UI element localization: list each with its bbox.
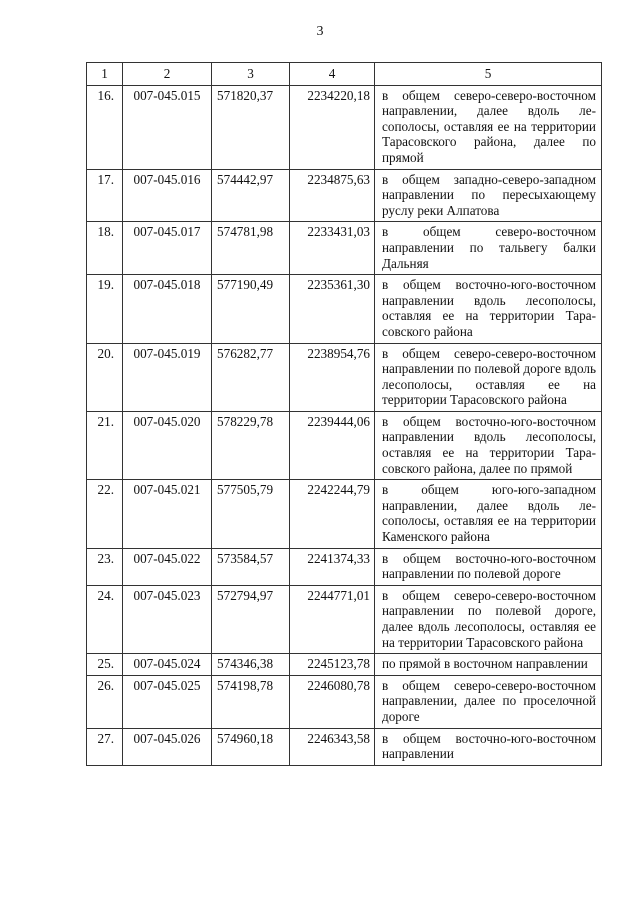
row-number-cell: 22.	[87, 480, 123, 548]
x-coordinate-cell: 576282,77	[212, 343, 290, 411]
boundary-points-table	[86, 62, 602, 766]
boundary-description-cell: в общем восточно-юго-восточном направлении	[375, 728, 602, 765]
row-number-cell: 20.	[87, 343, 123, 411]
y-coordinate-cell: 2244771,01	[290, 585, 375, 653]
boundary-description-cell: в общем северо-северо-восточном направлении, далее по проселочной дороге	[375, 675, 602, 728]
y-coordinate-cell: 2234875,63	[290, 169, 375, 222]
row-number-cell: 17.	[87, 169, 123, 222]
boundary-description-cell: в общем восточно-юго-восточном направлении по полевой дороге	[375, 548, 602, 585]
header-cell-3: 3	[212, 63, 290, 86]
page-number: 3	[316, 24, 324, 39]
row-number-cell: 26.	[87, 675, 123, 728]
table-row	[87, 548, 602, 585]
table-header	[87, 63, 602, 86]
point-code-cell: 007-045.015	[123, 85, 212, 169]
x-coordinate-cell: 577505,79	[212, 480, 290, 548]
table-row	[87, 654, 602, 676]
table-row	[87, 222, 602, 275]
y-coordinate-cell: 2246080,78	[290, 675, 375, 728]
x-coordinate-cell: 573584,57	[212, 548, 290, 585]
header-cell-5: 5	[375, 63, 602, 86]
table-row	[87, 343, 602, 411]
header-cell-1: 1	[87, 63, 123, 86]
point-code-cell: 007-045.017	[123, 222, 212, 275]
x-coordinate-cell: 574442,97	[212, 169, 290, 222]
table-body	[87, 85, 602, 765]
boundary-description-cell: в общем юго-юго-западном направлении, далее вдоль лесополосы, оставляя ее на территории Каменского района	[375, 480, 602, 548]
header-cell-2: 2	[123, 63, 212, 86]
table-row	[87, 480, 602, 548]
row-number-cell: 24.	[87, 585, 123, 653]
point-code-cell: 007-045.021	[123, 480, 212, 548]
y-coordinate-cell: 2238954,76	[290, 343, 375, 411]
row-number-cell: 19.	[87, 275, 123, 343]
x-coordinate-cell: 571820,37	[212, 85, 290, 169]
boundary-description-cell: в общем северо-северо-восточном направлении по полевой дороге, далее вдоль лесополосы, оставляя ее на территории Тарасовского района	[375, 585, 602, 653]
x-coordinate-cell: 577190,49	[212, 275, 290, 343]
y-coordinate-cell: 2235361,30	[290, 275, 375, 343]
x-coordinate-cell: 574198,78	[212, 675, 290, 728]
row-number-cell: 23.	[87, 548, 123, 585]
x-coordinate-cell: 574781,98	[212, 222, 290, 275]
boundary-description-cell: в общем западно-северо-западном направлении по пересыхающему руслу реки Алпатова	[375, 169, 602, 222]
y-coordinate-cell: 2239444,06	[290, 411, 375, 479]
y-coordinate-cell: 2242244,79	[290, 480, 375, 548]
point-code-cell: 007-045.026	[123, 728, 212, 765]
y-coordinate-cell: 2234220,18	[290, 85, 375, 169]
table-row	[87, 585, 602, 653]
y-coordinate-cell: 2241374,33	[290, 548, 375, 585]
x-coordinate-cell: 572794,97	[212, 585, 290, 653]
table-row	[87, 169, 602, 222]
point-code-cell: 007-045.025	[123, 675, 212, 728]
header-row	[87, 63, 602, 86]
row-number-cell: 21.	[87, 411, 123, 479]
x-coordinate-cell: 574960,18	[212, 728, 290, 765]
point-code-cell: 007-045.018	[123, 275, 212, 343]
point-code-cell: 007-045.020	[123, 411, 212, 479]
point-code-cell: 007-045.019	[123, 343, 212, 411]
boundary-description-cell: в общем восточно-юго-восточном направлении вдоль лесополосы, оставляя ее на территории Тарасовского района, далее по прямой	[375, 411, 602, 479]
boundary-description-cell: в общем северо-северо-восточном направлении по полевой дороге вдоль лесополосы, оставляя ее на территории Тарасовского района	[375, 343, 602, 411]
boundary-description-cell: в общем северо-восточном направлении по тальвегу балки Дальняя	[375, 222, 602, 275]
y-coordinate-cell: 2245123,78	[290, 654, 375, 676]
x-coordinate-cell: 578229,78	[212, 411, 290, 479]
point-code-cell: 007-045.016	[123, 169, 212, 222]
x-coordinate-cell: 574346,38	[212, 654, 290, 676]
y-coordinate-cell: 2233431,03	[290, 222, 375, 275]
row-number-cell: 25.	[87, 654, 123, 676]
boundary-description-cell: в общем северо-северо-восточном направлении, далее вдоль лесополосы, оставляя ее на территории Тарасовского района, далее по прямой	[375, 85, 602, 169]
boundary-description-cell: по прямой в восточном направлении	[375, 654, 602, 676]
row-number-cell: 27.	[87, 728, 123, 765]
y-coordinate-cell: 2246343,58	[290, 728, 375, 765]
point-code-cell: 007-045.023	[123, 585, 212, 653]
table-row	[87, 728, 602, 765]
table-row	[87, 85, 602, 169]
point-code-cell: 007-045.022	[123, 548, 212, 585]
table-row	[87, 275, 602, 343]
table-row	[87, 411, 602, 479]
table-row	[87, 675, 602, 728]
row-number-cell: 16.	[87, 85, 123, 169]
header-cell-4: 4	[290, 63, 375, 86]
row-number-cell: 18.	[87, 222, 123, 275]
point-code-cell: 007-045.024	[123, 654, 212, 676]
boundary-description-cell: в общем восточно-юго-восточном направлении вдоль лесополосы, оставляя ее на территории Тарасовского района	[375, 275, 602, 343]
